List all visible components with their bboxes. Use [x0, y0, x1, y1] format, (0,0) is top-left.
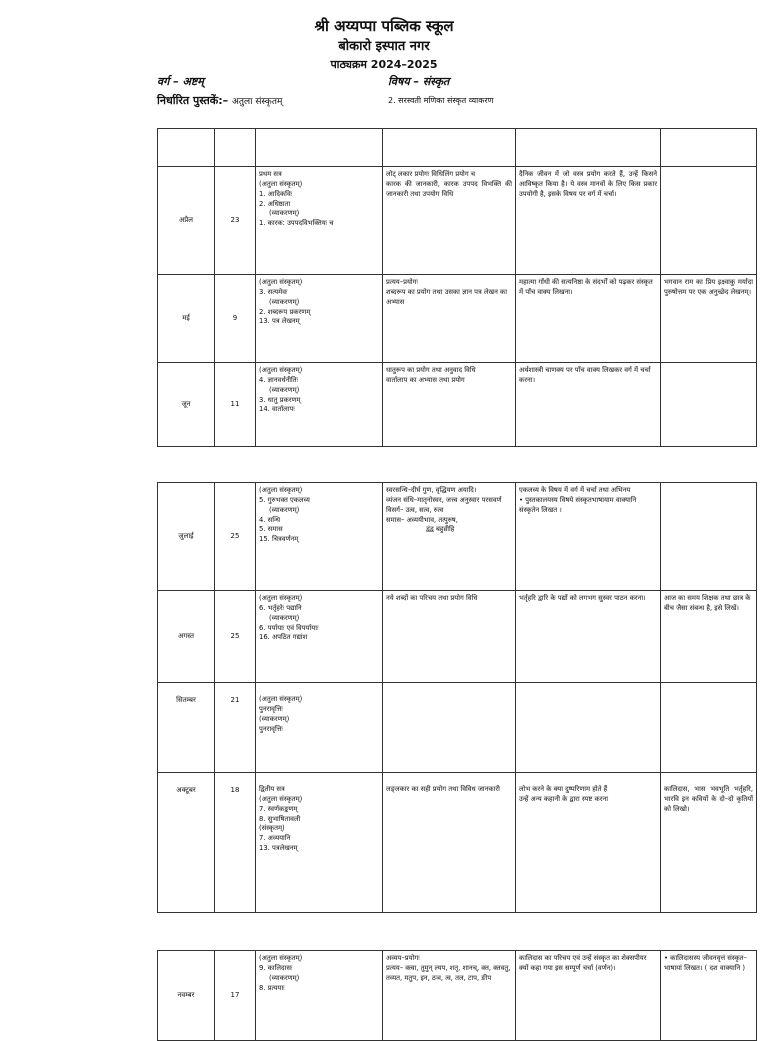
lesson-line: (संस्कृतम्) — [259, 824, 285, 833]
project-cell — [661, 951, 757, 1041]
lesson-line: 4. ज्ञानवर्धनीतिः — [259, 375, 299, 384]
objective-line: धातुरूप का प्रयोग तथा अनुवाद विधि — [386, 366, 476, 374]
table-row — [158, 363, 757, 447]
lesson-line: 8. सुभाषितावली — [259, 814, 301, 823]
syllabus-title: पाठ्यक्रम 2024–2025 — [330, 58, 438, 71]
lesson-line: (अतुला संस्कृतम्) — [259, 278, 303, 286]
table-row — [158, 773, 757, 913]
objective-line: लोट् लकार प्रयोगः विधिलिंग प्रयोग च — [386, 170, 476, 178]
table-row — [158, 275, 757, 363]
period-cell: 18 — [215, 773, 256, 913]
lesson-line: 3. धातु प्रकरणम् — [259, 395, 301, 404]
activities-cell — [516, 773, 661, 913]
lesson-line: 14. वार्तालापः — [259, 405, 295, 414]
lesson-line: पुनरावृत्तिः — [259, 724, 283, 733]
lesson-line: 1. कारक: उपपदविभक्तियः च — [259, 219, 334, 228]
lesson-line: (अतुला संस्कृतम्) — [259, 954, 303, 962]
period-cell: 11 — [215, 363, 256, 447]
period-cell: 21 — [215, 683, 256, 773]
objective-line: वार्तालाप का अभ्यास तथा प्रयोग — [386, 375, 465, 384]
activity-line: एकलव्य के विषय में वर्ग में चर्चा तथा अभिनय — [519, 486, 631, 494]
lessons-cell — [256, 167, 383, 275]
objective-line: कारक की जानकारी, कारक उपपद विभक्ति की जानकारी तथा उपयोग विधि — [386, 179, 515, 198]
syllabus-table-3 — [157, 950, 757, 1041]
period-cell: 23 — [215, 167, 256, 275]
lesson-line: 1. आदिकविः — [259, 189, 293, 198]
lesson-line: 4. सन्धि — [259, 515, 281, 524]
lessons-cell — [256, 591, 383, 683]
lesson-line: 16. अपठित गद्यांश — [259, 633, 308, 642]
objective-line: स्वरसन्धि–दीर्घ गुण, वृद्धियण अयादि। — [386, 486, 477, 494]
school-name: श्री अय्यप्पा पब्लिक स्कूल — [314, 17, 454, 35]
project-cell — [661, 591, 757, 683]
lesson-line: 7. अव्ययानि — [259, 834, 291, 843]
period-cell: 25 — [215, 591, 256, 683]
activity-line: उन्हें अन्य कहानी के द्वारा स्पष्ट करना — [519, 794, 609, 803]
lesson-line: (अतुला संस्कृतम्) — [259, 695, 303, 703]
lesson-line: (अतुला संस्कृतम्) — [259, 366, 303, 374]
activity-line: महात्मा गाँधी की सत्यनिष्ठा के संदर्भों को पढ़कर संस्कृत में पाँच वाक्य लिखना। — [519, 278, 655, 296]
lessons-cell — [256, 483, 383, 591]
month-cell: सितम्बर — [158, 683, 215, 773]
objective-line: लङ्लकार का सही प्रयोग तथा विविध जानकारी — [386, 785, 500, 793]
lesson-line: (अतुला संस्कृतम्) — [259, 594, 303, 602]
objectives-cell — [383, 275, 516, 363]
lesson-line: (अतुला संस्कृतम्) — [259, 179, 303, 188]
month-cell: अप्रैल — [158, 167, 215, 275]
table-row — [158, 683, 757, 773]
lesson-line: (व्याकरणम्) — [269, 297, 300, 306]
month-cell: मई — [158, 275, 215, 363]
objectives-cell — [383, 773, 516, 913]
project-line: • कालिदासस्य जीवनवृत्तं संस्कृत–भाषायां लिखत। ( दश वाक्यानि ) — [664, 954, 747, 972]
lesson-line: (व्याकरणम्) — [269, 505, 300, 514]
class-label: वर्ग – अष्टम् — [157, 75, 204, 88]
city-name: बोकारो इस्पात नगर — [338, 39, 430, 54]
activities-cell — [516, 951, 661, 1041]
table-row — [158, 129, 757, 167]
lesson-line: 13. पत्रलेखनम् — [259, 844, 298, 853]
syllabus-table-2 — [157, 482, 757, 913]
lesson-line: (व्याकरणम्) — [269, 209, 300, 218]
lesson-line: (व्याकरणम्) — [269, 613, 300, 622]
objective-line: नये शब्दों का परिचय तथा प्रयोग विधि — [386, 594, 478, 602]
activity-line: कालिदास का परिचय एवं उन्हें संस्कृत का शेक्सपीयर क्यों कहा गया इस सम्पूर्ण चर्चा (वर्णन)। — [519, 954, 649, 972]
activities-cell — [516, 483, 661, 591]
objectives-cell — [383, 363, 516, 447]
lesson-line: 7. स्वर्णकङ्कणम् — [259, 804, 298, 813]
lesson-line: 6. पर्यायाः एवं विपर्यायाः — [259, 623, 319, 632]
project-line: कालिदास, भास भवभूति भर्तृहरि, भारवि इन कवियों के दो–दो कृतियों को लिखो। — [664, 785, 756, 813]
table-row — [158, 483, 757, 591]
activity-line: लोभ करने के क्या दुष्परिणाम होते हैं — [519, 785, 608, 793]
period-cell: 9 — [215, 275, 256, 363]
objective-line: विसर्ग– उत्व, सत्व, रुत्व — [386, 505, 444, 514]
book-1: अतुला संस्कृतम् — [232, 97, 283, 107]
lesson-line: 2. शब्दरूप प्रकरणम् — [259, 307, 311, 316]
lesson-line: 5. समास — [259, 525, 283, 534]
activities-cell — [516, 167, 661, 275]
lesson-line: (अतुला संस्कृतम्) — [259, 794, 303, 803]
lesson-line: 6. भर्तृहरेः पद्यानि — [259, 603, 302, 612]
lessons-cell — [256, 683, 383, 773]
lesson-line: 3. सत्यमेवः — [259, 287, 288, 296]
lesson-line: 8. प्रत्ययाः — [259, 983, 285, 992]
activity-line: • पुस्तकालयस्य विषये संस्कृतभाषायाम वाक्यानि संस्कृतेन लिखत । — [519, 495, 639, 514]
month-cell: जून — [158, 363, 215, 447]
table-row — [158, 167, 757, 275]
project-line: आज का समय शिक्षक तथा छात्र के बीच जैसा संबन्ध है, इसे लिखें। — [664, 594, 753, 612]
period-cell: 17 — [215, 951, 256, 1041]
activities-cell — [516, 275, 661, 363]
objective-line: प्रत्यय–प्रयोगः — [386, 278, 418, 286]
lesson-line: पुनरावृत्तिः — [259, 704, 283, 713]
lesson-line: (व्याकरणम्) — [259, 714, 290, 723]
lesson-line: 15. चित्रवर्णनम् — [259, 535, 299, 544]
objectives-cell — [383, 591, 516, 683]
prescribed-books — [157, 93, 282, 108]
table-row — [158, 591, 757, 683]
activities-cell — [516, 363, 661, 447]
lessons-cell — [256, 275, 383, 363]
subject-label: विषय – संस्कृत — [388, 75, 450, 88]
objective-line: समास– अव्ययीभाव, तत्पुरुष, — [386, 515, 458, 524]
project-cell — [661, 773, 757, 913]
lesson-line: 9. कालिदासः — [259, 963, 293, 972]
month-cell: जुलाई — [158, 483, 215, 591]
activities-cell — [516, 591, 661, 683]
lesson-line: द्वितीय सत्र — [259, 785, 285, 793]
lessons-cell — [256, 773, 383, 913]
activity-line: दैनिक जीवन में जो वस्त्र प्रयोग करते हैं, उन्हें किसने आविष्कृत किया है। ये वस्त्र मानवों के लिए किस प्रकार उपयोगी है, इसके विषय पर वर्ग में चर्चा। — [519, 170, 660, 198]
objective-line: प्रत्यय– क्त्वा, तुमुन् ल्यप, शतृ, शानच्, क्त, क्तवतु, तव्यत, मतुप, इन, ठञ, त्व, तल, टाप, ङीप — [386, 963, 513, 982]
lesson-line: (व्याकरणम्) — [269, 385, 300, 394]
lesson-line: (अतुला संस्कृतम्) — [259, 486, 303, 494]
objective-line: व्यंजन संधि–मातृनोस्वर, जत्त्व अनुस्वार परसवर्ण — [386, 495, 502, 504]
activity-line: भर्तृहरि द्वारि के पद्यों को लगभग सुस्वर पाठन करना। — [519, 594, 646, 602]
period-cell: 25 — [215, 483, 256, 591]
lesson-line: प्रथम सत्र — [259, 170, 282, 178]
lesson-line: 13. पत्र लेखनम् — [259, 317, 300, 326]
books-label-text: निर्धारित पुस्तकें:– — [157, 94, 229, 107]
lesson-line: 2. अधिष्ठाता — [259, 199, 291, 208]
project-cell — [661, 483, 757, 591]
objective-line: शब्दरूप का प्रयोग तथा उसका ज्ञान पत्र लेखन का अभ्यास — [386, 287, 510, 306]
lessons-cell — [256, 363, 383, 447]
syllabus-table-1 — [157, 128, 757, 447]
book-2: 2. सरस्वती मणिका संस्कृत व्याकरण — [388, 96, 494, 105]
objectives-cell — [383, 167, 516, 275]
lesson-line: 5. गुरुभक्त एकलव्य — [259, 495, 310, 504]
lesson-line: (व्याकरणम्) — [269, 973, 300, 982]
month-cell: नवम्बर — [158, 951, 215, 1041]
month-cell: अक्टूबर — [158, 773, 215, 913]
objective-line: द्वंद्व बहुव्रीहि — [426, 525, 455, 534]
month-cell: अगस्त — [158, 591, 215, 683]
project-cell — [661, 167, 757, 275]
objective-line: अव्यय–प्रयोगः — [386, 954, 420, 962]
project-line: भगवान राम का प्रिय इक्ष्वाकु मर्यादा पुरुषोत्तम पर एक अनुच्छेद लेखनम्। — [664, 278, 756, 296]
objectives-cell — [383, 951, 516, 1041]
activity-line: अर्थशास्त्री चाणक्य पर पाँच वाक्य लिखकर वर्ग में चर्चा करना। — [519, 366, 653, 384]
project-cell — [661, 275, 757, 363]
project-cell — [661, 363, 757, 447]
objectives-cell — [383, 483, 516, 591]
lessons-cell — [256, 951, 383, 1041]
table-row — [158, 951, 757, 1041]
